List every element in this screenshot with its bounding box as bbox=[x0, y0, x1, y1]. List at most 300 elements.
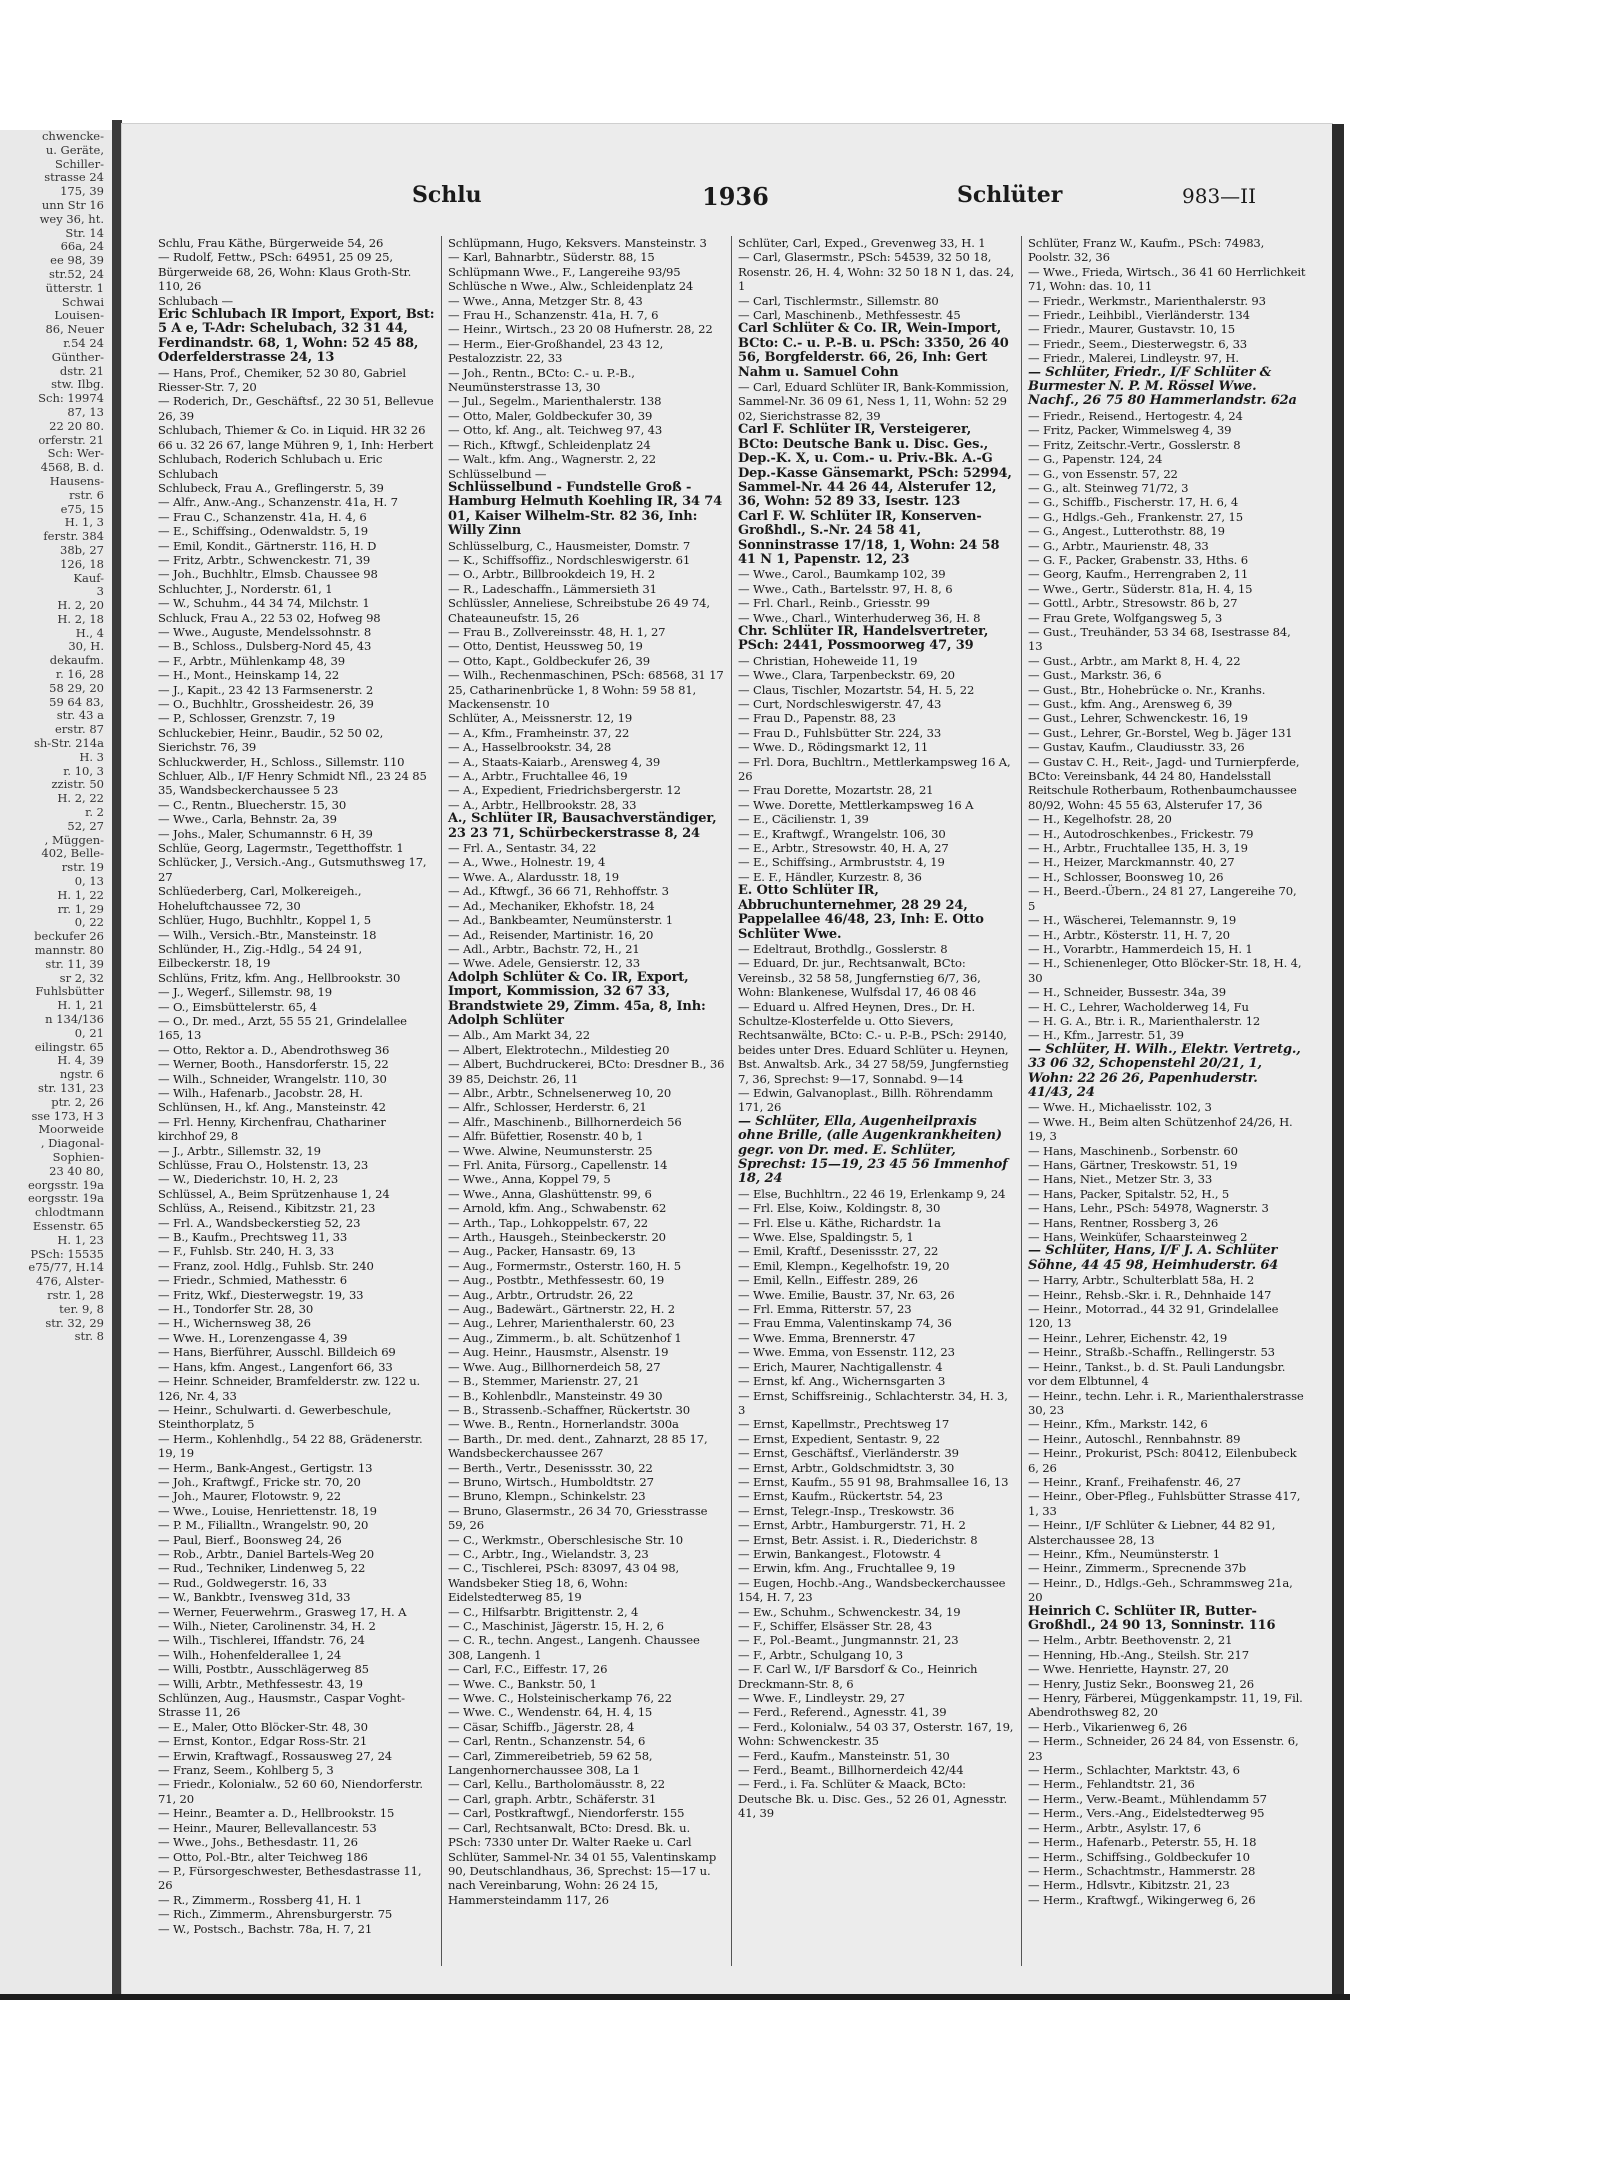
directory-entry: — Wwe., Anna, Glashüttenstr. 99, 6 bbox=[448, 1186, 652, 1201]
directory-entry: — E. F., Händler, Kurzestr. 8, 36 bbox=[738, 869, 922, 884]
directory-entry: Schlünsen, H., kf. Ang., Mansteinstr. 42 bbox=[158, 1100, 386, 1115]
directory-entry: — Hans, Lehr., PSch: 54978, Wagnerstr. 3 bbox=[1028, 1201, 1269, 1216]
left-page-fragment: 23 40 80, bbox=[49, 1163, 104, 1178]
directory-entry: — Bruno, Glasermstr., 26 34 70, Griesstrasse 59, 26 bbox=[448, 1503, 708, 1533]
directory-entry: — Aug. Heinr., Hausmstr., Alsenstr. 19 bbox=[448, 1345, 669, 1360]
directory-entry: — Ferd., Kaufm., Mansteinstr. 51, 30 bbox=[738, 1748, 950, 1763]
directory-entry: — Frau C., Schanzenstr. 41a, H. 4, 6 bbox=[158, 509, 367, 524]
directory-entry: — Rich., Kftwgf., Schleidenplatz 24 bbox=[448, 437, 651, 452]
directory-entry: — Henning, Hb.-Ang., Steilsh. Str. 217 bbox=[1028, 1647, 1249, 1662]
directory-entry: — H., Schneider, Bussestr. 34a, 39 bbox=[1028, 985, 1226, 1000]
directory-entry: — Herm., Schneider, 26 24 84, von Essenstr. 6, 23 bbox=[1028, 1734, 1299, 1763]
directory-entry: Schlünzen, Aug., Hausmstr., Caspar Voght-Strasse 11, 26 bbox=[158, 1691, 405, 1720]
left-page-fragment: H. 1, 22 bbox=[57, 887, 104, 902]
directory-entry: — Wilh., Hohenfelderallee 1, 24 bbox=[158, 1647, 342, 1662]
directory-entry: — H., Arbtr., Fruchtallee 135, H. 3, 19 bbox=[1028, 841, 1248, 856]
directory-entry: — A., Wwe., Holnestr. 19, 4 bbox=[448, 855, 606, 870]
directory-entry: — Carl, Kellu., Bartholomäusstr. 8, 22 bbox=[448, 1777, 665, 1792]
directory-entry: — J., Wegerf., Sillemstr. 98, 19 bbox=[158, 985, 332, 1000]
left-page-fragment: stw. Ilbg. bbox=[51, 377, 104, 392]
left-page-fragment: 87, 13 bbox=[67, 404, 104, 419]
directory-entry: Schlüssler, Anneliese, Schreibstube 26 49 74, Chateauneufstr. 15, 26 bbox=[448, 596, 710, 625]
directory-entry: — F., Arbtr., Schulgang 10, 3 bbox=[738, 1647, 904, 1662]
directory-entry: — G., Papenstr. 124, 24 bbox=[1028, 452, 1163, 467]
left-page-fragment: rstr. 19 bbox=[61, 860, 104, 875]
directory-entry: — Carl, Postkraftwgf., Niendorferstr. 155 bbox=[448, 1806, 685, 1821]
directory-entry: — Heinr., Tankst., b. d. St. Pauli Landungsbr. vor dem Elbtunnel, 4 bbox=[1028, 1359, 1286, 1389]
directory-entry: — Hans, Prof., Chemiker, 52 30 80, Gabriel Riesser-Str. 7, 20 bbox=[158, 365, 406, 395]
directory-entry: — Aug., Lehrer, Marienthalerstr. 60, 23 bbox=[448, 1316, 675, 1331]
directory-entry: — Hans, Bierführer, Ausschl. Billdeich 69 bbox=[158, 1345, 396, 1360]
directory-entry: — Eugen, Hochb.-Ang., Wandsbeckerchaussee 154, H. 7, 23 bbox=[738, 1575, 1006, 1605]
directory-entry: — Ernst, Schiffsreinig., Schlachterstr. 34, H. 3, 3 bbox=[738, 1388, 1008, 1417]
left-page-fragment: H., 4 bbox=[75, 625, 104, 640]
directory-entry: — Aug., Zimmerm., b. alt. Schützenhof 1 bbox=[448, 1330, 682, 1345]
directory-entry: — Willi, Arbtr., Methfessestr. 43, 19 bbox=[158, 1676, 363, 1691]
directory-entry: — W., Schuhm., 44 34 74, Milchstr. 1 bbox=[158, 596, 370, 611]
directory-entry: — Herb., Vikarienweg 6, 26 bbox=[1028, 1719, 1188, 1734]
directory-entry: — H., Wichernsweg 38, 26 bbox=[158, 1316, 311, 1331]
directory-entry: — Carl, Eduard Schlüter IR, Bank-Kommission, Sammel-Nr. 36 09 61, Ness 1, 11, Wohn: 52 29 02, Sierichstrasse 82, 39 bbox=[738, 380, 1009, 423]
directory-entry: Eric Schlubach IR Import, Export, Bst: 5 A e, T-Adr: Schelubach, 32 31 44, Ferdinandstr. 68, 1, Wohn: 52 45 88, Oderfelderstrasse 24, 13 bbox=[158, 307, 435, 366]
directory-entry: — Ferd., Beamt., Billhornerdeich 42/44 bbox=[738, 1763, 964, 1778]
directory-entry: — Ernst, Geschäftsf., Vierländerstr. 39 bbox=[738, 1446, 959, 1461]
directory-entry: — O., Arbtr., Billbrookdeich 19, H. 2 bbox=[448, 567, 656, 582]
directory-entry: Schlüsche n Wwe., Alw., Schleidenplatz 24 bbox=[448, 279, 694, 294]
directory-entry: — Ernst, Kapellmstr., Prechtsweg 17 bbox=[738, 1417, 950, 1432]
directory-entry: — Wwe., Louise, Henriettenstr. 18, 19 bbox=[158, 1503, 377, 1518]
directory-entry: — Wwe. Else, Spaldingstr. 5, 1 bbox=[738, 1230, 914, 1245]
directory-entry: Schlünder, H., Zig.-Hdlg., 54 24 91, Eilbeckerstr. 18, 19 bbox=[158, 941, 363, 971]
directory-entry: — Ew., Schuhm., Schwenckestr. 34, 19 bbox=[738, 1604, 961, 1619]
directory-entry: — Wwe. Emma, Brennerstr. 47 bbox=[738, 1330, 916, 1345]
directory-entry: — R., Ladeschaffn., Lämmersieth 31 bbox=[448, 581, 657, 596]
left-page-fragment: 0, 13 bbox=[74, 874, 104, 889]
directory-entry: — H., Vorarbtr., Hammerdeich 15, H. 1 bbox=[1028, 941, 1253, 956]
directory-entry: — G., Hdlgs.-Geh., Frankenstr. 27, 15 bbox=[1028, 509, 1243, 524]
directory-entry: — Frl. Dora, Buchltrn., Mettlerkampsweg 16 A, 26 bbox=[738, 754, 1011, 784]
left-page-fragment: Fuhlsbütter bbox=[35, 984, 104, 999]
left-page-fragment: rstr. 1, 28 bbox=[47, 1287, 104, 1302]
directory-entry: — B., Kohlenbdlr., Mansteinstr. 49 30 bbox=[448, 1388, 663, 1403]
left-page-fragment: wey 36, ht. bbox=[39, 211, 104, 226]
directory-entry: — G., Schiffb., Fischerstr. 17, H. 6, 4 bbox=[1028, 495, 1239, 510]
directory-entry: — Christian, Hoheweide 11, 19 bbox=[738, 653, 918, 668]
directory-entry: — Frau Dorette, Mozartstr. 28, 21 bbox=[738, 783, 934, 798]
directory-entry: — Alfr., Anw.-Ang., Schanzenstr. 41a, H. 7 bbox=[158, 495, 398, 510]
left-page-fragment: 126, 18 bbox=[60, 556, 104, 571]
directory-entry: Schluckebier, Heinr., Baudir., 52 50 02, Sierichstr. 76, 39 bbox=[158, 725, 384, 755]
directory-entry: — Werner, Feuerwehrm., Grasweg 17, H. A bbox=[158, 1604, 407, 1619]
left-page-fragment: u. Geräte, bbox=[45, 142, 104, 157]
directory-entry: — F., Pol.-Beamt., Jungmannstr. 21, 23 bbox=[738, 1633, 959, 1648]
directory-entry: — Albert, Buchdruckerei, BCto: Dresdner B., 36 39 85, Deichstr. 26, 11 bbox=[448, 1057, 725, 1086]
directory-entry: — Wwe., Auguste, Mendelssohnstr. 8 bbox=[158, 624, 372, 639]
left-page-fragment: H. 2, 22 bbox=[57, 791, 104, 806]
directory-entry: — Wwe. Emma, von Essenstr. 112, 23 bbox=[738, 1345, 955, 1360]
directory-entry: — Heinr. Schneider, Bramfelderstr. zw. 122 u. 126, Nr. 4, 33 bbox=[158, 1374, 421, 1403]
directory-entry: — Franz, Seem., Kohlberg 5, 3 bbox=[158, 1763, 334, 1778]
directory-entry: — Gustav C. H., Reit-, Jagd- und Turnierpferde, BCto: Vereinsbank, 44 24 80, Handelsstall Reitschule Rotherbaum, Rothenbaumchaussee 80/92, Wohn: 45 55 63, Alsterufer 17, 36 bbox=[1028, 754, 1300, 812]
directory-entry: Schlüsse, Frau O., Holstenstr. 13, 23 bbox=[158, 1158, 369, 1172]
directory-entry: — H., Heizer, Marckmannstr. 40, 27 bbox=[1028, 855, 1235, 870]
directory-entry: — Ad., Kftwgf., 36 66 71, Rehhoffstr. 3 bbox=[448, 884, 669, 899]
directory-entry: — H., Autodroschkenbes., Frickestr. 79 bbox=[1028, 826, 1254, 841]
directory-entry: — Ad., Mechaniker, Ekhofstr. 18, 24 bbox=[448, 898, 655, 913]
directory-entry: — Ad., Reisender, Martinistr. 16, 20 bbox=[448, 927, 654, 942]
directory-entry: — Aug., Arbtr., Ortrudstr. 26, 22 bbox=[448, 1287, 634, 1302]
left-page-fragment: 30, H. bbox=[68, 639, 104, 654]
directory-entry: — E., Maler, Otto Blöcker-Str. 48, 30 bbox=[158, 1719, 368, 1734]
directory-entry: — H., Tondorfer Str. 28, 30 bbox=[158, 1302, 314, 1317]
directory-entry: — C., Hilfsarbtr. Brigittenstr. 2, 4 bbox=[448, 1604, 639, 1619]
directory-entry: — A., Staats-Kaiarb., Arensweg 4, 39 bbox=[448, 754, 661, 769]
directory-entry: — Heinr., Schulwarti. d. Gewerbeschule, Steinthorplatz, 5 bbox=[158, 1402, 392, 1432]
directory-entry: — Friedr., Seem., Diesterwegstr. 6, 33 bbox=[1028, 336, 1248, 351]
directory-entry: — Aug., Badewärt., Gärtnerstr. 22, H. 2 bbox=[448, 1302, 676, 1317]
directory-entry: — H., Kegelhofstr. 28, 20 bbox=[1028, 812, 1172, 827]
directory-entry: — Alfr., Maschinenb., Billhornerdeich 56 bbox=[448, 1114, 682, 1129]
directory-entry: — Fritz, Arbtr., Schwenckestr. 71, 39 bbox=[158, 552, 371, 567]
directory-entry: — Jul., Segelm., Marienthalerstr. 138 bbox=[448, 394, 662, 409]
directory-entry: — Hans, Niet., Metzer Str. 3, 33 bbox=[1028, 1172, 1213, 1187]
directory-entry: — Eduard u. Alfred Heynen, Dres., Dr. H. Schultze-Klosterfelde u. Otto Sievers, Rechtsanwälte, BCto: C.- u. P.-B., PSch: 29140, beides unter Dres. Eduard Schlüter u. Heynen, Bst. Anwaltsb. Ark., 34 27 58/59, Jungfernstieg 7, 36, Sprechst: 9—17, Sonnabd. 9—14 bbox=[738, 999, 1009, 1086]
directory-entry: — Frl. Emma, Ritterstr. 57, 23 bbox=[738, 1302, 912, 1317]
directory-entry: — Cäsar, Schiffb., Jägerstr. 28, 4 bbox=[448, 1719, 635, 1734]
directory-entry: — Johs., Maler, Schumannstr. 6 H, 39 bbox=[158, 826, 373, 841]
directory-entry: — Friedr., Werkmstr., Marienthalerstr. 93 bbox=[1028, 293, 1266, 308]
page-header bbox=[122, 182, 1332, 222]
directory-entry: — Otto, Rektor a. D., Abendrothsweg 36 bbox=[158, 1042, 390, 1057]
directory-entry: — C. R., techn. Angest., Langenh. Chaussee 308, Langenh. 1 bbox=[448, 1633, 700, 1662]
directory-entry: — Gottl., Arbtr., Stresowstr. 86 b, 27 bbox=[1028, 596, 1238, 611]
left-page-fragment: orferstr. 21 bbox=[38, 432, 104, 447]
left-page-fragment: 59 64 83, bbox=[49, 694, 104, 709]
directory-entry: — B., Strassenb.-Schaffner, Rückertstr. 30 bbox=[448, 1402, 691, 1417]
directory-entry: — P., Fürsorgeschwester, Bethesdastrasse 11, 26 bbox=[158, 1863, 422, 1893]
left-page-fragment: rr. 1, 29 bbox=[57, 901, 104, 916]
directory-entry: — Werner, Booth., Hansdorferstr. 15, 22 bbox=[158, 1057, 389, 1072]
directory-entry: — Else, Buchhltrn., 22 46 19, Erlenkamp 9, 24 bbox=[738, 1186, 1006, 1201]
directory-entry: — Alfr. Büfettier, Rosenstr. 40 b, 1 bbox=[448, 1129, 644, 1144]
directory-entry: A., Schlüter IR, Bausachverständiger, 23 23 71, Schürbeckerstrasse 8, 24 bbox=[448, 811, 717, 841]
directory-entry: Schlüederberg, Carl, Molkereigeh., Hoheluftchaussee 72, 30 bbox=[158, 884, 362, 913]
directory-entry: — Carl, Zimmereibetrieb, 59 62 58, Langenhornerchaussee 308, La 1 bbox=[448, 1748, 653, 1778]
directory-entry: — Wwe. C., Bankstr. 50, 1 bbox=[448, 1676, 597, 1691]
left-page-fragment: 4568, B. d. bbox=[40, 460, 104, 475]
directory-entry: — Heinr., techn. Lehr. i. R., Marienthalerstrasse 30, 23 bbox=[1028, 1388, 1304, 1417]
left-page-fragment: 3 bbox=[96, 584, 104, 599]
directory-entry: — H., Kfm., Jarrestr. 51, 39 bbox=[1028, 1028, 1184, 1043]
directory-entry: — Rud., Goldwegerstr. 16, 33 bbox=[158, 1575, 327, 1590]
directory-entry: — Friedr., Malerei, Lindleystr. 97, H. bbox=[1028, 351, 1239, 366]
left-page-fragment: unn Str 16 bbox=[41, 197, 104, 212]
directory-entry: — Heinr., Rehsb.-Skr. i. R., Dehnhaide 147 bbox=[1028, 1287, 1272, 1302]
directory-entry: — Otto, Kapt., Goldbeckufer 26, 39 bbox=[448, 653, 650, 668]
directory-entry: — Erwin, Kraftwagf., Rossausweg 27, 24 bbox=[158, 1748, 393, 1763]
directory-entry: — Adl., Arbtr., Bachstr. 72, H., 21 bbox=[448, 941, 640, 956]
directory-entry: — H., Schlosser, Boonsweg 10, 26 bbox=[1028, 869, 1224, 884]
directory-entry: — F., Fuhlsb. Str. 240, H. 3, 33 bbox=[158, 1244, 334, 1259]
directory-entry: — Arnold, kfm. Ang., Schwabenstr. 62 bbox=[448, 1201, 667, 1216]
directory-entry: Schluer, Alb., I/F Henry Schmidt Nfl., 23 24 85 35, Wandsbeckerchaussee 5 23 bbox=[158, 769, 427, 798]
directory-entry: — A., Arbtr., Hellbrookstr. 28, 33 bbox=[448, 797, 637, 812]
directory-entry: — Wwe., Frieda, Wirtsch., 36 41 60 Herrlichkeit 71, Wohn: das. 10, 11 bbox=[1028, 264, 1306, 294]
directory-entry: — Fritz, Wkf., Diesterwegstr. 19, 33 bbox=[158, 1287, 364, 1302]
left-page-fragment: n 134/136 bbox=[45, 1012, 104, 1026]
header-keyword-right: Schlüter bbox=[957, 182, 1063, 208]
directory-entry: — H., Arbtr., Kösterstr. 11, H. 7, 20 bbox=[1028, 927, 1230, 942]
directory-entry: Schlüer, Hugo, Buchhltr., Koppel 1, 5 bbox=[158, 913, 372, 928]
directory-entry: — Wwe., Charl., Winterhuderweg 36, H. 8 bbox=[738, 610, 981, 625]
directory-entry: — C., Rentn., Bluecherstr. 15, 30 bbox=[158, 797, 347, 812]
directory-entry: — Emil, Kondit., Gärtnerstr. 116, H. D bbox=[158, 538, 377, 553]
directory-entry: — Heinr., Beamter a. D., Hellbrookstr. 15 bbox=[158, 1806, 395, 1821]
directory-entry: — A., Hasselbrookstr. 34, 28 bbox=[448, 740, 612, 755]
directory-entry: — Gust., Markstr. 36, 6 bbox=[1028, 668, 1162, 683]
directory-entry: — A., Kfm., Framheinstr. 37, 22 bbox=[448, 725, 630, 740]
directory-entry: — Ernst, Expedient, Sentastr. 9, 22 bbox=[738, 1431, 940, 1446]
directory-entry: — Wwe. Adele, Gensierstr. 12, 33 bbox=[448, 956, 640, 971]
directory-entry: — A., Expedient, Friedrichsbergerstr. 12 bbox=[448, 783, 681, 798]
directory-entry: — Heinr., Prokurist, PSch: 80412, Eilenbubeck 6, 26 bbox=[1028, 1446, 1297, 1475]
directory-entry: — Friedr., Leihbibl., Vierländerstr. 134 bbox=[1028, 308, 1250, 323]
directory-entry: — Carl, Rentn., Schanzenstr. 54, 6 bbox=[448, 1734, 646, 1749]
directory-entry: — Herm., Bank-Angest., Gertigstr. 13 bbox=[158, 1460, 373, 1475]
left-page-fragment: Günther- bbox=[51, 349, 104, 364]
directory-entry: — Claus, Tischler, Mozartstr. 54, H. 5, 22 bbox=[738, 682, 975, 697]
directory-entry: — B., Schloss., Dulsberg-Nord 45, 43 bbox=[158, 639, 372, 654]
directory-entry: — Joh., Maurer, Flotowstr. 9, 22 bbox=[158, 1489, 341, 1504]
directory-entry: — O., Dr. med., Arzt, 55 55 21, Grindelallee 165, 13 bbox=[158, 1013, 407, 1043]
left-page-fragment: sh-Str. 214a bbox=[33, 736, 104, 751]
directory-entry: — Ernst, Kontor., Edgar Ross-Str. 21 bbox=[158, 1734, 368, 1749]
directory-entry: — Aug., Formermstr., Osterstr. 160, H. 5 bbox=[448, 1258, 681, 1273]
directory-entry: — Emil, Kraftf., Desenissstr. 27, 22 bbox=[738, 1244, 939, 1259]
left-page-fragment: H. 1, 3 bbox=[64, 515, 104, 530]
left-page-fragment: r. 16, 28 bbox=[55, 667, 104, 682]
directory-entry: — Frl. A., Wandsbeckerstieg 52, 23 bbox=[158, 1215, 361, 1230]
directory-entry: — Heinr., Kfm., Markstr. 142, 6 bbox=[1028, 1417, 1208, 1432]
left-page-fragment: e75, 15 bbox=[60, 501, 104, 516]
directory-entry: — E., Cäcilienstr. 1, 39 bbox=[738, 812, 869, 827]
directory-entry: — Rob., Arbtr., Daniel Bartels-Weg 20 bbox=[158, 1546, 374, 1561]
directory-entry: — Herm., Hdlsvtr., Kibitzstr. 21, 23 bbox=[1028, 1878, 1230, 1893]
directory-entry: — Frl. Else, Koiw., Koldingstr. 8, 30 bbox=[738, 1201, 941, 1216]
directory-entry: — Edwin, Galvanoplast., Billh. Röhrendamm 171, 26 bbox=[738, 1085, 993, 1115]
directory-column-3 bbox=[732, 236, 1022, 1966]
directory-entry: — E., Schiffsing., Odenwaldstr. 5, 19 bbox=[158, 524, 369, 539]
left-page-fragment: erstr. 87 bbox=[54, 722, 104, 737]
directory-entry: — Ernst, kf. Ang., Wichernsgarten 3 bbox=[738, 1374, 946, 1389]
directory-entry: — Wwe. D., Rödingsmarkt 12, 11 bbox=[738, 740, 929, 755]
directory-entry: — Fritz, Packer, Wimmelsweg 4, 39 bbox=[1028, 423, 1232, 438]
directory-entry: — Ferd., Kolonialw., 54 03 37, Osterstr. 167, 19, Wohn: Schwenckestr. 35 bbox=[738, 1719, 1014, 1749]
directory-entry: — O., Eimsbüttelerstr. 65, 4 bbox=[158, 999, 318, 1014]
page-edge-shadow bbox=[1332, 124, 1344, 1994]
left-page-fragment: 476, Alster- bbox=[36, 1274, 104, 1289]
left-page-edge bbox=[0, 130, 122, 2000]
directory-entry: — Erwin, kfm. Ang., Fruchtallee 9, 19 bbox=[738, 1561, 956, 1576]
book-gutter bbox=[112, 120, 122, 2020]
directory-entry: — E., Schiffsing., Armbruststr. 4, 19 bbox=[738, 855, 945, 870]
left-page-fragment: ngstr. 6 bbox=[59, 1067, 104, 1082]
directory-entry: Schlu, Frau Käthe, Bürgerweide 54, 26 bbox=[158, 236, 384, 250]
header-year: 1936 bbox=[702, 182, 769, 211]
directory-entry: — Schlüter, Friedr., I/F Schlüter & Burmester N. P. M. Rössel Wwe. Nachf., 26 75 80 Hammerlandstr. 62a bbox=[1028, 364, 1297, 409]
left-page-fragment: H. 4, 39 bbox=[57, 1053, 104, 1068]
directory-entry: — Wwe. C., Holsteinischerkamp 76, 22 bbox=[448, 1691, 672, 1706]
left-page-fragment: r. 2 bbox=[85, 805, 104, 820]
left-page-fragment: 86, Neuer bbox=[45, 322, 104, 337]
directory-entry: — Wwe. Aug., Billhornerdeich 58, 27 bbox=[448, 1359, 661, 1374]
directory-entry: — Herm., Kraftwgf., Wikingerweg 6, 26 bbox=[1028, 1892, 1256, 1907]
directory-entry: — Wwe., Johs., Bethesdastr. 11, 26 bbox=[158, 1835, 358, 1850]
left-page-fragment: mannstr. 80 bbox=[34, 943, 104, 958]
left-page-fragment: str. 11, 39 bbox=[45, 956, 104, 971]
scan-background-bottom bbox=[0, 2000, 1600, 2177]
directory-entry: — Herm., Hafenarb., Peterstr. 55, H. 18 bbox=[1028, 1835, 1257, 1850]
directory-entry: — H., Beerd.-Übern., 24 81 27, Langereihe 70, 5 bbox=[1028, 884, 1297, 913]
directory-entry: — Wilh., Hafenarb., Jacobstr. 28, H. bbox=[158, 1085, 363, 1100]
directory-entry: — Schlüter, Ella, Augenheilpraxis ohne Brille, (alle Augenkrankheiten) gegr. von Dr. med. E. Schlüter, Sprechst: 15—19, 23 45 56 Immenhof 18, 24 bbox=[738, 1113, 1008, 1187]
directory-entry: — Herm., Eier-Großhandel, 23 43 12, Pestalozzistr. 22, 33 bbox=[448, 336, 664, 366]
directory-entry: — Carl, graph. Arbtr., Schäferstr. 31 bbox=[448, 1791, 657, 1806]
directory-entry: — Karl, Bahnarbtr., Süderstr. 88, 15 bbox=[448, 250, 655, 265]
directory-entry: — Wwe. Henriette, Haynstr. 27, 20 bbox=[1028, 1662, 1229, 1677]
directory-entry: — Wilh., Versich.-Btr., Mansteinstr. 18 bbox=[158, 927, 377, 942]
left-page-fragment: str. 43 a bbox=[56, 708, 104, 723]
directory-entry: — Henry, Justiz Sekr., Boonsweg 21, 26 bbox=[1028, 1676, 1254, 1691]
directory-entry: — Albr., Arbtr., Schnelsenerweg 10, 20 bbox=[448, 1085, 672, 1100]
directory-entry: — F. Carl W., I/F Barsdorf & Co., Heinrich Dreckmann-Str. 8, 6 bbox=[738, 1662, 978, 1691]
directory-entry: — Wwe. B., Rentn., Hornerlandstr. 300a bbox=[448, 1417, 679, 1432]
directory-entry: — Aug., Packer, Hansastr. 69, 13 bbox=[448, 1244, 636, 1259]
directory-entry: — Gust., Treuhänder, 53 34 68, Isestrasse 84, 13 bbox=[1028, 624, 1291, 654]
directory-entry: — Heinr., Maurer, Bellevallancestr. 53 bbox=[158, 1820, 377, 1835]
directory-entry: — Heinr., Ober-Pfleg., Fuhlsbütter Strasse 417, 1, 33 bbox=[1028, 1489, 1301, 1518]
left-page-fragment: sr 2, 32 bbox=[59, 970, 104, 985]
left-page-fragment: ferstr. 384 bbox=[43, 529, 104, 544]
directory-entry: — Hans, Rentner, Rossberg 3, 26 bbox=[1028, 1215, 1219, 1230]
scan-background-top bbox=[0, 0, 1600, 118]
directory-entry: — Wwe. H., Michaelisstr. 102, 3 bbox=[1028, 1100, 1212, 1115]
directory-entry: — Heinr., Straßb.-Schaffn., Rellingerstr. 53 bbox=[1028, 1345, 1275, 1360]
directory-entry: — G., von Essenstr. 57, 22 bbox=[1028, 466, 1178, 481]
directory-entry: — C., Tischlerei, PSch: 83097, 43 04 98, Wandsbeker Stieg 18, 6, Wohn: Eidelstedterweg 85, 19 bbox=[448, 1561, 680, 1605]
directory-entry: — Curt, Nordschleswigerstr. 47, 43 bbox=[738, 697, 942, 711]
directory-entry: — Arth., Hausgeh., Steinbeckerstr. 20 bbox=[448, 1230, 666, 1245]
directory-entry: — Carl, Glasermstr., PSch: 54539, 32 50 18, Rosenstr. 26, H. 4, Wohn: 32 50 18 N 1, das. 24, 1 bbox=[738, 250, 1015, 294]
directory-entry: Schlüpmann, Hugo, Keksvers. Mansteinstr. 3 bbox=[448, 236, 707, 250]
directory-entry: — C., Maschinist, Jägerstr. 15, H. 2, 6 bbox=[448, 1619, 664, 1633]
directory-entry: — Gust., Lehrer, Schwenckestr. 16, 19 bbox=[1028, 711, 1248, 726]
directory-entry: — Wwe. F., Lindleystr. 29, 27 bbox=[738, 1691, 905, 1706]
directory-entry: — Frl. Charl., Reinb., Griesstr. 99 bbox=[738, 596, 930, 611]
directory-entry: Carl F. Schlüter IR, Versteigerer, BCto: Deutsche Bank u. Disc. Ges., Dep.-K. X, u. Com.- u. Priv.-Bk. A.-G Dep.-Kasse Gänsemarkt, PSch: 52994, Sammel-Nr. 44 26 44, Alsterufer 12, 36, Wohn: 52 89 33, Isestr. 123 bbox=[738, 422, 1012, 510]
directory-entry: — A., Arbtr., Fruchtallee 46, 19 bbox=[448, 769, 628, 784]
directory-entry: — Wilh., Nieter, Carolinenstr. 34, H. 2 bbox=[158, 1619, 376, 1633]
directory-entry: — Paul, Bierf., Boonsweg 24, 26 bbox=[158, 1532, 342, 1547]
left-page-fragment: 0, 22 bbox=[74, 915, 104, 930]
directory-entry: — Gust., Arbtr., am Markt 8, H. 4, 22 bbox=[1028, 653, 1241, 668]
directory-entry: — Berth., Vertr., Desenissstr. 30, 22 bbox=[448, 1460, 653, 1475]
directory-entry: — Joh., Rentn., BCto: C.- u. P.-B., Neumünsterstrasse 13, 30 bbox=[448, 365, 635, 395]
directory-entry: — Frau Emma, Valentinskamp 74, 36 bbox=[738, 1316, 952, 1331]
directory-entry: Schlüsselbund - Fundstelle Groß - Hamburg Helmuth Koehling IR, 34 74 01, Kaiser Wilhelm-Str. 82 36, Inh: Willy Zinn bbox=[448, 479, 723, 539]
directory-entry: Schlüter, Carl, Exped., Grevenweg 33, H. 1 bbox=[738, 236, 986, 250]
left-page-fragment: Kauf- bbox=[73, 570, 104, 585]
directory-entry: — Gust., kfm. Ang., Arensweg 6, 39 bbox=[1028, 697, 1233, 711]
directory-entry: — Heinr., I/F Schlüter & Liebner, 44 82 91, Alsterchaussee 28, 13 bbox=[1028, 1518, 1276, 1547]
left-page-fragment: Essenstr. 65 bbox=[32, 1218, 104, 1233]
left-page-fragment: dstr. 21 bbox=[59, 363, 104, 378]
directory-entry: — Carl, Rechtsanwalt, BCto: Dresd. Bk. u. PSch: 7330 unter Dr. Walter Raeke u. Carl Schlüter, Sammel-Nr. 34 01 55, Valentinskamp 90, Deutschlandhaus, 36, Sprechst: 15—17 u. nach Vereinbarung, Wohn: 26 24 15, Hammersteindamm 117, 26 bbox=[448, 1820, 717, 1907]
directory-entry: — Henry, Färberei, Müggenkampstr. 11, 19, Fil. Abendrothsweg 82, 20 bbox=[1028, 1691, 1303, 1720]
directory-entry: — Bruno, Wirtsch., Humboldtstr. 27 bbox=[448, 1474, 654, 1489]
directory-entry: — Barth., Dr. med. dent., Zahnarzt, 28 85 17, Wandsbeckerchaussee 267 bbox=[448, 1431, 708, 1461]
left-page-fragment: H. 2, 18 bbox=[57, 611, 104, 626]
directory-entry: — H. G. A., Btr. i. R., Marienthalerstr. 12 bbox=[1028, 1013, 1261, 1028]
directory-entry: — Wwe., Anna, Koppel 79, 5 bbox=[448, 1172, 611, 1187]
directory-entry: — Helm., Arbtr. Beethovenstr. 2, 21 bbox=[1028, 1633, 1233, 1648]
directory-entry: — Arth., Tap., Lohkoppelstr. 67, 22 bbox=[448, 1215, 649, 1230]
directory-entry: — Rud., Techniker, Lindenweg 5, 22 bbox=[158, 1561, 366, 1576]
directory-entry: — Otto, Maler, Goldbeckufer 30, 39 bbox=[448, 408, 653, 423]
directory-entry: — H., Schienenleger, Otto Blöcker-Str. 18, H. 4, 30 bbox=[1028, 956, 1302, 985]
left-page-fragment: H. 1, 23 bbox=[57, 1232, 104, 1247]
directory-entry: — Wilh., Schneider, Wrangelstr. 110, 30 bbox=[158, 1071, 387, 1086]
left-page-fragment: H. 1, 21 bbox=[57, 998, 104, 1013]
left-page-fragment: dekaufm. bbox=[49, 653, 104, 668]
directory-entry: — K., Schiffsoffiz., Nordschleswigerstr. 61 bbox=[448, 552, 691, 567]
directory-entry: Schlücker, J., Versich.-Ang., Gutsmuthsweg 17, 27 bbox=[158, 855, 427, 884]
directory-entry: Carl F. W. Schlüter IR, Konserven-Großhdl., S.-Nr. 24 58 41, Sonninstrasse 17/18, 1, Wohn: 24 58 41 N 1, Papenstr. 12, 23 bbox=[738, 508, 1000, 567]
directory-entry: Schlubeck, Frau A., Greflingerstr. 5, 39 bbox=[158, 480, 384, 495]
directory-entry: — E., Kraftwgf., Wrangelstr. 106, 30 bbox=[738, 826, 946, 841]
directory-entry: — W., Diederichstr. 10, H. 2, 23 bbox=[158, 1172, 339, 1187]
left-page-fragment: str. 131, 23 bbox=[38, 1080, 104, 1095]
directory-entry: — Rich., Zimmerm., Ahrensburgerstr. 75 bbox=[158, 1907, 393, 1922]
directory-entry: — Erich, Maurer, Nachtigallenstr. 4 bbox=[738, 1359, 943, 1374]
left-page-fragment: str. 8 bbox=[74, 1329, 104, 1344]
directory-entry: — J., Arbtr., Sillemstr. 32, 19 bbox=[158, 1143, 321, 1158]
directory-entry: — Willi, Postbtr., Ausschlägerweg 85 bbox=[158, 1662, 369, 1677]
directory-entry: — Heinr., Autoschl., Rennbahnstr. 89 bbox=[1028, 1431, 1241, 1446]
directory-entry: — Carl, F.C., Eiffestr. 17, 26 bbox=[448, 1662, 608, 1677]
directory-entry: — Schlüter, Hans, I/F J. A. Schlüter Söhne, 44 45 98, Heimhuderstr. 64 bbox=[1028, 1243, 1279, 1273]
directory-entry: — Heinr., Wirtsch., 23 20 08 Hufnerstr. 28, 22 bbox=[448, 322, 713, 337]
left-page-fragment: Hausens- bbox=[49, 473, 104, 488]
left-page-fragment: 402, Belle- bbox=[41, 846, 104, 861]
directory-entry: — Wwe., Carol., Baumkamp 102, 39 bbox=[738, 567, 946, 582]
directory-entry: — Wilh., Rechenmaschinen, PSch: 68568, 31 17 25, Catharinenbrücke 1, 8 Wohn: 59 58 81, Mackensenstr. 10 bbox=[448, 668, 724, 711]
directory-entry: — Gust., Lehrer, Gr.-Borstel, Weg b. Jäger 131 bbox=[1028, 725, 1293, 740]
directory-entry: — Frau H., Schanzenstr. 41a, H. 7, 6 bbox=[448, 308, 659, 323]
directory-entry: — Herm., Schachtmstr., Hammerstr. 28 bbox=[1028, 1863, 1256, 1878]
left-page-fragment: chwencke- bbox=[41, 130, 104, 143]
directory-entry: — Ernst, Arbtr., Goldschmidtstr. 3, 30 bbox=[738, 1460, 955, 1475]
directory-entry: — Fritz, Zeitschr.-Vertr., Gosslerstr. 8 bbox=[1028, 437, 1241, 452]
directory-entry: — G., alt. Steinweg 71/72, 3 bbox=[1028, 480, 1189, 495]
directory-entry: — Wwe. Emilie, Baustr. 37, Nr. 63, 26 bbox=[738, 1287, 955, 1302]
left-page-fragment: , Müggen- bbox=[44, 832, 104, 847]
directory-entry: — Aug., Postbtr., Methfessestr. 60, 19 bbox=[448, 1273, 665, 1288]
directory-entry: — Herm., Kohlenhdlg., 54 22 88, Grädenerstr. 19, 19 bbox=[158, 1431, 423, 1461]
left-page-fragment: Schiller- bbox=[55, 156, 104, 171]
directory-column-1 bbox=[152, 236, 442, 1966]
left-page-fragment: str.52, 24 bbox=[49, 266, 104, 281]
